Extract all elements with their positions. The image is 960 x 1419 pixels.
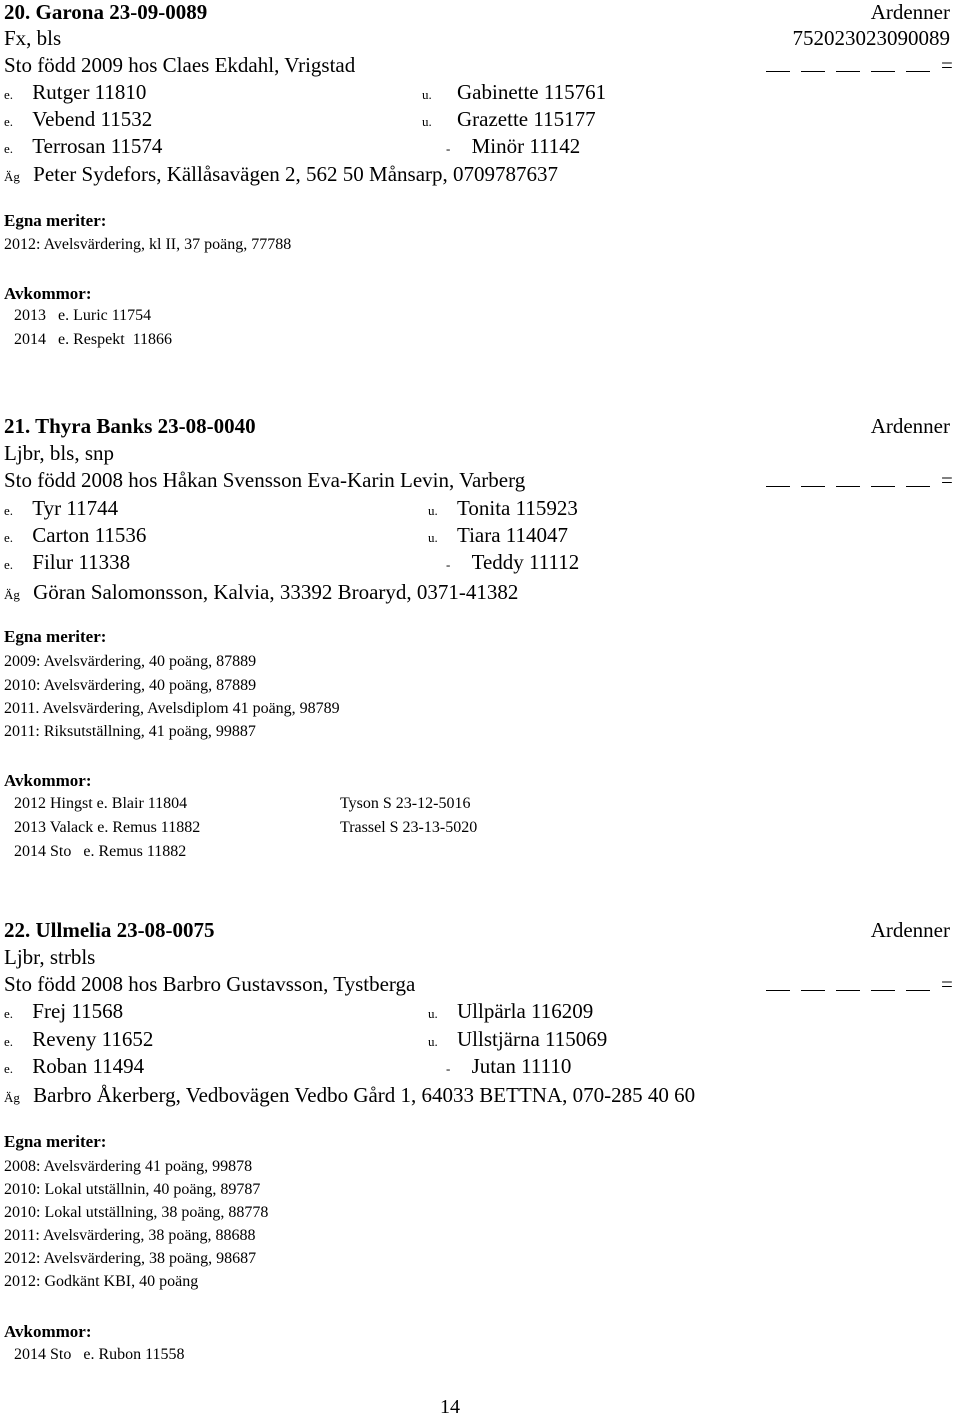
entry-heading: 22. Ullmelia 23-08-0075 bbox=[4, 918, 215, 942]
sire-name: Carton 11536 bbox=[32, 523, 147, 547]
merits-heading: Egna meriter: bbox=[4, 1132, 107, 1151]
owner-prefix: Äg bbox=[4, 169, 20, 184]
sire-name: Vebend 11532 bbox=[32, 107, 153, 131]
sire-prefix: e. bbox=[4, 530, 14, 545]
offspring-item: 2014 e. Respekt 11866 bbox=[14, 331, 173, 348]
sire-prefix: e. bbox=[4, 1006, 14, 1021]
dam-prefix: u. bbox=[428, 1034, 438, 1049]
offspring-item: 2012 Hingst e. Blair 11804 bbox=[14, 795, 188, 812]
merit-item: 2010: Avelsvärdering, 40 poäng, 87889 bbox=[4, 677, 257, 694]
owner-row bbox=[4, 162, 558, 189]
owner-info: Göran Salomonsson, Kalvia, 33392 Broaryd, 0371-41382 bbox=[33, 580, 519, 604]
dam-name: Ullstjärna 115069 bbox=[457, 1027, 608, 1051]
pedigree-row bbox=[4, 134, 162, 161]
offspring-registered-name: Tyson S 23-12-5016 bbox=[340, 795, 471, 812]
score-blanks bbox=[766, 972, 960, 996]
color-markings: Ljbr, strbls bbox=[4, 945, 96, 969]
entry-heading: 20. Garona 23-09-0089 bbox=[4, 0, 208, 24]
sire-prefix: e. bbox=[4, 557, 14, 572]
pedigree-dam bbox=[428, 999, 593, 1026]
offspring-item: 2014 Sto e. Remus 11882 bbox=[14, 843, 187, 860]
merit-item: 2009: Avelsvärdering, 40 poäng, 87889 bbox=[4, 653, 257, 670]
owner-info: Barbro Åkerberg, Vedbovägen Vedbo Gård 1, 64033 BETTNA, 070-285 40 60 bbox=[33, 1083, 696, 1107]
dam-prefix: - bbox=[446, 141, 451, 156]
dam-prefix: u. bbox=[422, 114, 432, 129]
dam-prefix: - bbox=[446, 557, 451, 572]
pedigree-dam bbox=[422, 80, 606, 107]
sire-name: Terrosan 11574 bbox=[32, 134, 163, 158]
sire-prefix: e. bbox=[4, 87, 14, 102]
dam-prefix: u. bbox=[428, 503, 438, 518]
sire-prefix: e. bbox=[4, 1034, 14, 1049]
birth-info: Sto född 2008 hos Barbro Gustavsson, Tystberga bbox=[4, 972, 416, 996]
dam-name: Grazette 115177 bbox=[457, 107, 596, 131]
owner-prefix: Äg bbox=[4, 587, 20, 602]
sire-prefix: e. bbox=[4, 141, 14, 156]
pedigree-dam bbox=[428, 496, 578, 523]
pedigree-dam bbox=[446, 1054, 571, 1081]
pedigree-row bbox=[4, 80, 146, 107]
dam-name: Ullpärla 116209 bbox=[457, 999, 594, 1023]
breed-label: Ardenner bbox=[870, 0, 950, 24]
dam-name: Tiara 114047 bbox=[457, 523, 569, 547]
equals-sign: = bbox=[941, 468, 953, 492]
merit-item: 2010: Lokal utställning, 38 poäng, 88778 bbox=[4, 1204, 269, 1221]
owner-info: Peter Sydefors, Källåsavägen 2, 562 50 Månsarp, 0709787637 bbox=[33, 162, 559, 186]
dam-prefix: u. bbox=[428, 1006, 438, 1021]
breed-label: Ardenner bbox=[870, 918, 950, 942]
pedigree-dam bbox=[428, 1027, 607, 1054]
pedigree-row bbox=[4, 523, 146, 550]
offspring-item: 2013 Valack e. Remus 11882 bbox=[14, 819, 201, 836]
sire-name: Tyr 11744 bbox=[32, 496, 119, 520]
owner-row bbox=[4, 1083, 695, 1110]
merit-item: 2012: Avelsvärdering, kl II, 37 poäng, 77788 bbox=[4, 236, 292, 253]
sire-name: Rutger 11810 bbox=[32, 80, 147, 104]
sire-prefix: e. bbox=[4, 503, 14, 518]
sire-prefix: e. bbox=[4, 1061, 14, 1076]
score-blanks bbox=[766, 53, 960, 77]
color-markings: Ljbr, bls, snp bbox=[4, 441, 114, 465]
offspring-heading: Avkommor: bbox=[4, 284, 92, 303]
merit-item: 2012: Godkänt KBI, 40 poäng bbox=[4, 1273, 199, 1290]
pedigree-row bbox=[4, 1027, 153, 1054]
entry-heading: 21. Thyra Banks 23-08-0040 bbox=[4, 414, 256, 438]
merit-item: 2011: Riksutställning, 41 poäng, 99887 bbox=[4, 723, 256, 740]
owner-prefix: Äg bbox=[4, 1090, 20, 1105]
dam-name: Minör 11142 bbox=[471, 134, 581, 158]
dam-name: Tonita 115923 bbox=[457, 496, 578, 520]
merit-item: 2011. Avelsvärdering, Avelsdiplom 41 poäng, 98789 bbox=[4, 700, 340, 717]
merit-item: 2012: Avelsvärdering, 38 poäng, 98687 bbox=[4, 1250, 257, 1267]
score-blanks bbox=[766, 468, 960, 492]
equals-sign: = bbox=[941, 53, 953, 77]
sire-name: Reveny 11652 bbox=[32, 1027, 154, 1051]
pedigree-row bbox=[4, 496, 118, 523]
dam-name: Jutan 11110 bbox=[471, 1054, 572, 1078]
color-markings: Fx, bls bbox=[4, 26, 62, 50]
pedigree-dam bbox=[446, 134, 580, 161]
dam-prefix: - bbox=[446, 1061, 451, 1076]
breed-label: Ardenner bbox=[870, 414, 950, 438]
pedigree-dam bbox=[446, 550, 579, 577]
page-number: 14 bbox=[440, 1396, 460, 1418]
sire-name: Frej 11568 bbox=[32, 999, 124, 1023]
merit-item: 2008: Avelsvärdering 41 poäng, 99878 bbox=[4, 1158, 253, 1175]
sire-prefix: e. bbox=[4, 114, 14, 129]
pedigree-row bbox=[4, 550, 130, 577]
pedigree-row bbox=[4, 999, 123, 1026]
offspring-registered-name: Trassel S 23-13-5020 bbox=[340, 819, 478, 836]
dam-name: Gabinette 115761 bbox=[457, 80, 607, 104]
equals-sign: = bbox=[941, 972, 953, 996]
birth-info: Sto född 2008 hos Håkan Svensson Eva-Karin Levin, Varberg bbox=[4, 468, 526, 492]
pedigree-row bbox=[4, 1054, 144, 1081]
birth-info: Sto född 2009 hos Claes Ekdahl, Vrigstad bbox=[4, 53, 356, 77]
merit-item: 2010: Lokal utställnin, 40 poäng, 89787 bbox=[4, 1181, 261, 1198]
sire-name: Roban 11494 bbox=[32, 1054, 145, 1078]
sire-name: Filur 11338 bbox=[32, 550, 131, 574]
pedigree-dam bbox=[422, 107, 596, 134]
offspring-item: 2013 e. Luric 11754 bbox=[14, 307, 152, 324]
merits-heading: Egna meriter: bbox=[4, 627, 107, 646]
merits-heading: Egna meriter: bbox=[4, 211, 107, 230]
dam-prefix: u. bbox=[428, 530, 438, 545]
dam-name: Teddy 11112 bbox=[471, 550, 580, 574]
offspring-heading: Avkommor: bbox=[4, 1322, 92, 1341]
owner-row bbox=[4, 580, 518, 607]
registration-number: 752023023090089 bbox=[792, 26, 950, 50]
pedigree-row bbox=[4, 107, 152, 134]
offspring-heading: Avkommor: bbox=[4, 771, 92, 790]
dam-prefix: u. bbox=[422, 87, 432, 102]
merit-item: 2011: Avelsvärdering, 38 poäng, 88688 bbox=[4, 1227, 256, 1244]
offspring-item: 2014 Sto e. Rubon 11558 bbox=[14, 1346, 185, 1363]
pedigree-dam bbox=[428, 523, 568, 550]
